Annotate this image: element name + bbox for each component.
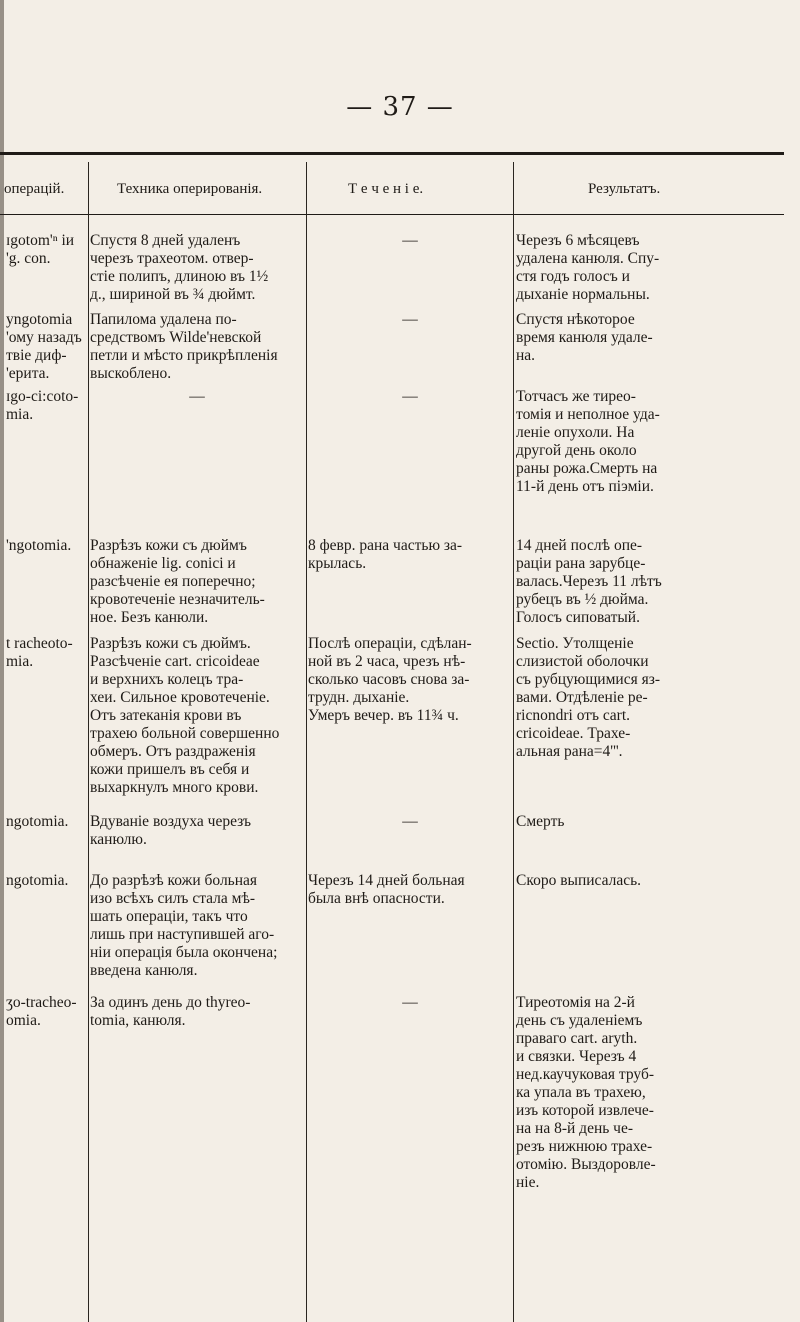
row-5-operation: t racheoto- mia. xyxy=(6,635,73,670)
row-4-result: 14 дней послѣ опе- раціи рана зарубце- валась.Черезъ 11 лѣтъ рубецъ въ ½ дюйма. Голосъ сиповатый. xyxy=(516,537,662,626)
page-number: — 37 — xyxy=(346,92,454,122)
row-6-operation: ngotomia. xyxy=(6,813,69,830)
row-5-result: Sectio. Утолщеніе слизистой оболочки съ рубцующимися яз- вами. Отдѣленіе ре- ricnondri отъ cart. cricoideae. Трахе- альная рана=4'''. xyxy=(516,635,661,760)
row-4-technique: Разрѣзъ кожи съ дюймъ обнаженіе lig. conici и разсѣченіе ея поперечно; кровотеченіе незначитель- ное. Безъ канюли. xyxy=(90,537,265,626)
row-7-operation: ngotomia. xyxy=(6,872,69,889)
row-7-result: Скоро выписалась. xyxy=(516,872,642,889)
row-3-course: — xyxy=(402,388,418,405)
row-1-course: — xyxy=(402,232,418,249)
row-8-result: Тиреотомія на 2-й день съ удаленіемъ праваго cart. aryth. и связки. Черезъ 4 нед.каучуковая труб- ка упала въ трахею, изъ которой извлече- на на 8-й день че- резъ нижнюю трахе- отомію. Выздоровле- ніе. xyxy=(516,994,656,1191)
header-course: Т е ч е н і е. xyxy=(348,181,424,197)
row-5-technique: Разрѣзъ кожи съ дюймъ. Разсѣченіе cart. cricoideae и верхнихъ колецъ тра- хеи. Сильное кровотеченіе. Отъ затеканія крови въ трахею больной совершенно обмеръ. Отъ раздраженія кожи пришелъ въ себя и выхаркнулъ много крови. xyxy=(90,635,280,796)
row-3-operation: ɪgo-ci:coto- mia. xyxy=(6,388,79,423)
row-4-operation: 'ngotomia. xyxy=(6,537,72,554)
row-7-technique: До разрѣзѣ кожи больная изо всѣхъ силъ стала мѣ- шать операціи, такъ что лишь при наступившей аго- ніи операція была окончена; введена канюля. xyxy=(90,872,278,979)
row-2-operation: yngotomia 'ому назадъ твіе диф- 'ерита. xyxy=(6,311,82,382)
row-2-course: — xyxy=(402,311,418,328)
header-rule xyxy=(0,214,784,215)
row-4-course: 8 февр. рана частью за- крылась. xyxy=(308,537,463,572)
header-operations: операцій. xyxy=(4,181,65,197)
row-8-technique: За одинъ день до thyreo- tomia, канюля. xyxy=(90,994,251,1029)
header-result: Результатъ. xyxy=(588,181,661,197)
top-rule xyxy=(0,152,784,155)
column-divider-1 xyxy=(88,162,89,1322)
row-8-course: — xyxy=(402,994,418,1011)
row-1-operation: ɪgotom'ⁿ іи 'g. con. xyxy=(6,232,75,267)
row-3-technique: — xyxy=(189,388,205,405)
row-6-result: Смерть xyxy=(516,813,565,830)
row-3-result: Тотчасъ же тирео- томія и неполное уда- леніе опухоли. На другой день около раны рожа.Смерть на 11-й день отъ піэміи. xyxy=(516,388,660,495)
page-binding-edge xyxy=(0,0,4,1322)
row-6-course: — xyxy=(402,813,418,830)
row-2-technique: Папилома удалена по- средствомъ Wilde'невской петли и мѣсто прикрѣпленія выскоблено. xyxy=(90,311,278,382)
header-technique: Техника оперированія. xyxy=(117,181,263,197)
column-divider-3 xyxy=(513,162,514,1322)
row-2-result: Спустя нѣкоторое время канюля удале- на. xyxy=(516,311,653,364)
row-8-operation: ʒo-trachеo- omia. xyxy=(6,994,77,1029)
row-5-course: Послѣ операціи, сдѣлан- ной въ 2 часа, чрезъ нѣ- сколько часовъ снова за- трудн. дыханіе. Умеръ вечер. въ 11¾ ч. xyxy=(308,635,472,724)
column-divider-2 xyxy=(306,162,307,1322)
row-1-result: Черезъ 6 мѣсяцевъ удалена канюля. Спу- стя годъ голосъ и дыханіе нормальны. xyxy=(516,232,660,303)
row-7-course: Черезъ 14 дней больная была внѣ опасности. xyxy=(308,872,465,907)
row-6-technique: Вдуваніе воздуха черезъ канюлю. xyxy=(90,813,252,848)
row-1-technique: Спустя 8 дней удаленъ черезъ трахеотом. отвер- стіе полипъ, длиною въ 1½ д., шириной въ ¾ дюймт. xyxy=(90,232,269,303)
